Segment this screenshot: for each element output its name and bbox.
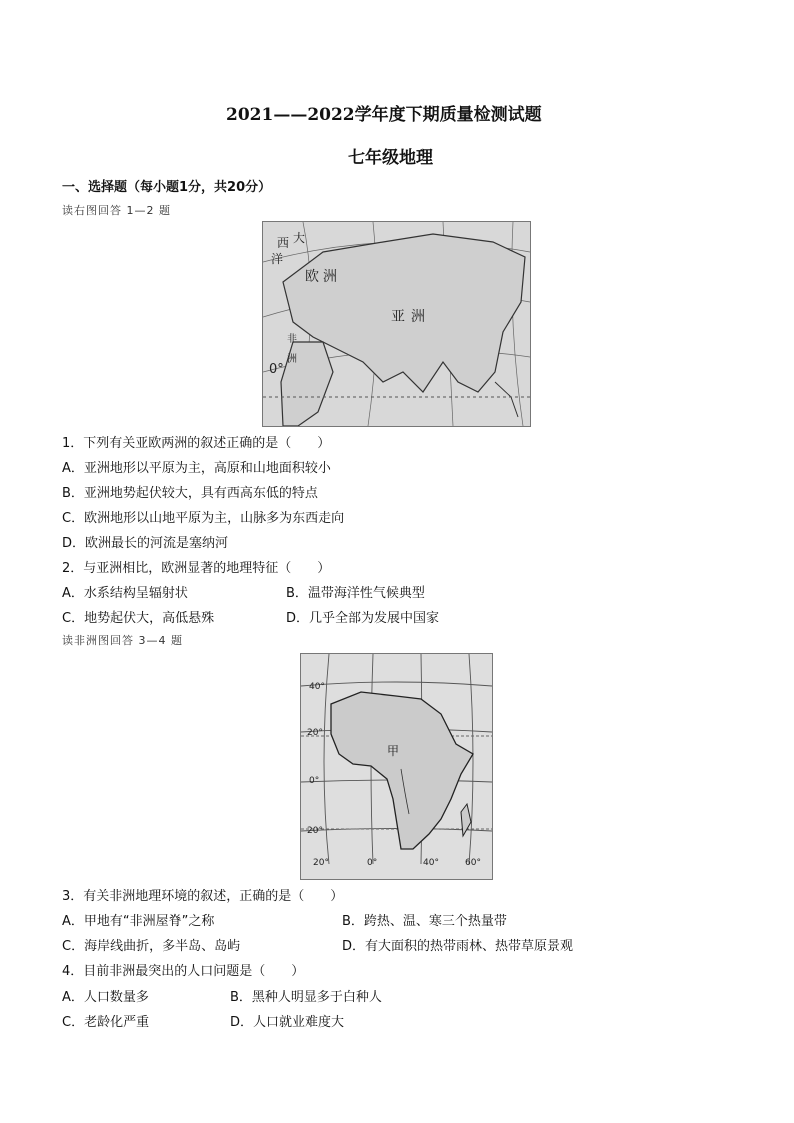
q1-stem: 1．下列有关亚欧两洲的叙述正确的是（ ） bbox=[62, 436, 331, 451]
africa-map-drawing bbox=[301, 654, 492, 879]
q2-option-b: B．温带海洋性气候典型 bbox=[286, 586, 425, 601]
map1-label-equator: 0° bbox=[269, 362, 284, 377]
q2-option-a: A．水系结构呈辐射状 bbox=[62, 586, 188, 601]
map2-label-jia: 甲 bbox=[387, 744, 400, 758]
q4-option-b: B．黑种人明显多于白种人 bbox=[230, 990, 382, 1005]
map2-lat-40: 40° bbox=[309, 682, 325, 692]
africa-map bbox=[300, 653, 493, 880]
page-title: 2021——2022学年度下期质量检测试题 bbox=[226, 105, 542, 125]
page-subtitle: 七年级地理 bbox=[348, 148, 433, 168]
q4-option-a: A．人口数量多 bbox=[62, 990, 149, 1005]
map1-label-europe: 欧洲 bbox=[305, 269, 341, 285]
q3-stem: 3．有关非洲地理环境的叙述，正确的是（ ） bbox=[62, 889, 344, 904]
map1-label-fei: 非 bbox=[287, 334, 297, 345]
q3-option-b: B．跨热、温、寒三个热量带 bbox=[342, 914, 507, 929]
map2-lat-0: 0° bbox=[309, 776, 320, 786]
map2-lat-20s: 20° bbox=[307, 826, 323, 836]
q1-option-a: A．亚洲地形以平原为主，高原和山地面积较小 bbox=[62, 461, 331, 476]
q2-option-c: C．地势起伏大，高低悬殊 bbox=[62, 611, 215, 626]
q3-option-c: C．海岸线曲折，多半岛、岛屿 bbox=[62, 939, 241, 954]
map1-label-xi: 西 bbox=[277, 236, 290, 250]
map2-lon-0: 0° bbox=[367, 858, 378, 868]
q4-option-c: C．老龄化严重 bbox=[62, 1015, 150, 1030]
q4-option-d: D．人口就业难度大 bbox=[230, 1015, 345, 1030]
hint-q3-4: 读非洲图回答 3—4 题 bbox=[62, 634, 183, 647]
q2-stem: 2．与亚洲相比，欧洲显著的地理特征（ ） bbox=[62, 561, 331, 576]
section-heading: 一、选择题（每小题1分，共20分） bbox=[62, 180, 272, 195]
map2-lon-40: 40° bbox=[423, 858, 439, 868]
map1-label-yang: 洋 bbox=[271, 252, 284, 266]
q1-option-c: C．欧洲地形以山地平原为主，山脉多为东西走向 bbox=[62, 511, 345, 526]
map2-lon-60: 60° bbox=[465, 858, 481, 868]
q3-option-d: D．有大面积的热带雨林、热带草原景观 bbox=[342, 939, 574, 954]
q1-option-b: B．亚洲地势起伏较大，具有西高东低的特点 bbox=[62, 486, 318, 501]
q4-stem: 4．目前非洲最突出的人口问题是（ ） bbox=[62, 964, 305, 979]
map2-lat-20n: 20° bbox=[307, 728, 323, 738]
q1-option-d: D．欧洲最长的河流是塞纳河 bbox=[62, 536, 229, 551]
eurasia-map bbox=[262, 221, 531, 427]
q2-option-d: D．几乎全部为发展中国家 bbox=[286, 611, 440, 626]
map1-label-asia: 亚洲 bbox=[391, 309, 431, 325]
map1-label-zhou: 洲 bbox=[287, 354, 297, 365]
map2-lon-20: 20° bbox=[313, 858, 329, 868]
hint-q1-2: 读右图回答 1—2 题 bbox=[62, 204, 171, 217]
q3-option-a: A．甲地有“非洲屋脊”之称 bbox=[62, 914, 215, 929]
map1-label-da: 大 bbox=[293, 231, 306, 245]
